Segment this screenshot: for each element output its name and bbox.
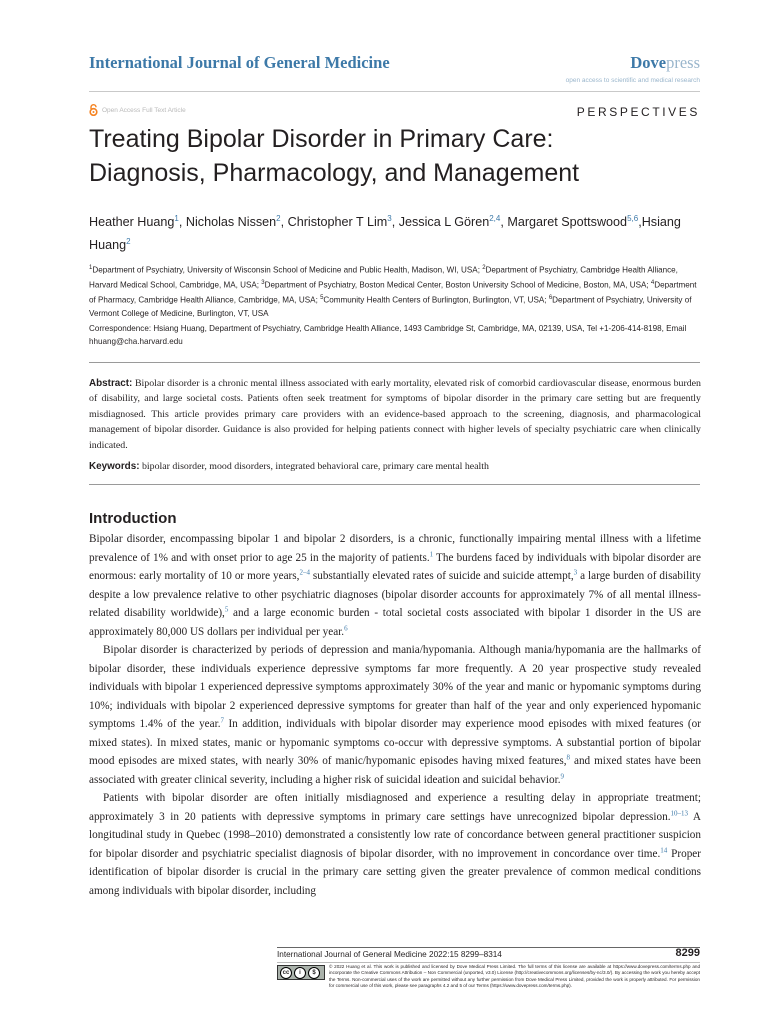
affiliation-number: 1 [89,265,93,271]
license-text: © 2022 Huang et al. This work is published and licensed by Dove Medical Press Limited. The full terms of this license are available at https://www.dovepress.com/terms.php and incorporate the Creative Commons Attribution – Non Commercial (unported, v3.0) License (http://creativecommons.org/licenses/by-nc/3.0/). By accessing the work you hereby accept the Terms. Non-commercial uses of the work are permitted without any further permission from Dove Medical Press Limited, provided the work is properly attributed. For permission for commercial use of this work, please see paragraphs 4.2 and 5 of our Terms (https://www.dovepress.com/terms.php). [329,964,700,988]
journal-name[interactable]: International Journal of General Medicine [89,53,390,72]
abstract-label: Abstract: [89,378,133,389]
affiliation-number: 4 [650,280,655,287]
body-paragraph [89,641,701,789]
paragraph-text: Proper identification of bipolar disorder is crucial in the primary care setting given the greater prevalence of common medical conditions among individuals with bipolar disorder, including [89,847,701,897]
citation-link[interactable]: 1 [429,549,434,558]
author-separator: , [280,215,288,230]
author-separator: , [500,215,508,230]
paragraph-text: In addition, individuals with bipolar disorder may experience mood episodes with mixed features (or mixed states). In mixed states, manic or hypomanic symptoms co-occur with depressive symptoms. A substantial portion of bipolar mood episodes are mixed states, with nearly 30% of manic/hypomanic episodes having mixed features, [89,718,701,767]
publisher-tagline: open access to scientific and medical research [565,77,700,84]
author-name: Heather Huang [89,215,175,230]
section-heading: Introduction [89,510,177,527]
publisher-logo[interactable] [630,53,700,73]
affiliation-text: Community Health Centers of Burlington, Burlington, VT, USA; [323,296,549,306]
paragraph-text: A longitudinal study in Quebec (1998–2010) demonstrated a consistently low rate of concordance between general practitioner suspicion for bipolar disorder and psychiatric specialist diagnosis of bipolar disorder, with no improvement in concordance over time. [89,810,701,860]
article-type: PERSPECTIVES [576,105,700,119]
citation-link[interactable]: 14 [660,845,668,854]
affiliation-number: 2 [482,265,486,271]
footer-divider-secondary [277,962,700,963]
author-separator: , [391,215,399,230]
citation-link[interactable]: 2–4 [299,568,310,577]
citation-link[interactable]: 3 [573,568,578,577]
publisher-logo-dove: Dove [630,53,667,72]
keywords-label: Keywords: [89,461,140,472]
article-title-line-1: Treating Bipolar Disorder in Primary Care: [89,125,554,153]
affiliation-number: 3 [261,280,265,287]
author-affiliation-ref[interactable]: 5,6 [627,214,639,223]
affiliation-text: Department of Psychiatry, Cambridge Health Alliance, Harvard Medical School, Cambridge, MA, USA; [89,265,678,290]
paragraph-text: The burdens faced by individuals with bipolar disorder are enormous: early mortality of 10 or more years, [89,551,701,582]
header-divider [89,91,700,92]
author-list [89,209,709,255]
author-name: Margaret Spottswood [507,215,628,230]
paragraph-text: Bipolar disorder, encompassing bipolar 1 and bipolar 2 disorders, is a chronic, functionally impairing mental illness with a lifetime prevalence of 1% and with onset prior to age 25 in the majority of patients. [89,533,701,564]
affiliation-number: 6 [548,295,553,302]
open-access-label: Open Access Full Text Article [102,106,186,114]
author-separator: , [638,215,642,230]
citation-link[interactable]: 6 [344,623,348,632]
paragraph-text: substantially elevated rates of suicide and suicide attempt, [309,570,574,582]
author-name: Christopher T Lim [287,215,388,230]
body-text [89,530,701,900]
author-name: Jessica L Gören [398,215,490,230]
affiliation-text: Department of Pharmacy, Cambridge Health Alliance, Cambridge, MA, USA; [89,280,697,306]
affiliation-number: 5 [320,295,324,302]
creative-commons-badge[interactable] [277,965,325,980]
affiliation-text: Department of Psychiatry, Boston Medical Center, Boston University School of Medicine, Boston, MA, USA; [264,280,651,290]
author-affiliation-ref[interactable]: 3 [387,214,392,223]
article-title [89,122,709,190]
cc-icon: cc [280,967,292,979]
abstract [89,376,701,453]
affiliation-text: Department of Psychiatry, University of Wisconsin School of Medicine and Public Health, Madison, WI, USA; [92,265,483,275]
open-access-badge [89,104,186,116]
author-affiliation-ref[interactable]: 2 [276,214,281,223]
by-icon: i [294,967,306,979]
paragraph-text: a large burden of disability despite a low prevalence relative to other psychiatric diagnoses (bipolar disorder accounts for approximately 7% of all mental illness-related disability worldwide), [89,570,702,619]
citation-link[interactable]: 9 [560,771,564,780]
citation-link[interactable]: 7 [220,716,224,725]
article-title-line-2: Diagnosis, Pharmacology, and Management [89,159,580,187]
author-name: Hsiang Huang [89,215,681,253]
footer-divider [277,947,700,948]
footer-citation: International Journal of General Medicine 2022:15 8299–8314 [277,950,502,959]
author-affiliation-ref[interactable]: 2,4 [489,214,501,223]
paragraph-text: and a large economic burden - total societal costs associated with bipolar 1 disorder in the US are approximately 80,000 US dollars per individual per year. [89,607,701,638]
citation-link[interactable]: 10–13 [670,808,688,817]
paragraph-text: and mixed states have been associated with greater clinical severity, including a higher risk of suicidal ideation and suicidal behavior. [89,755,701,786]
affiliation-text: Department of Psychiatry, University of Vermont College of Medicine, Burlington, VT, USA [89,296,692,318]
author-separator: , [178,215,186,230]
citation-link[interactable]: 5 [224,605,229,614]
open-access-lock-icon [89,104,98,116]
keywords-text: bipolar disorder, mood disorders, integrated behavioral care, primary care mental health [139,461,489,472]
body-paragraph [89,530,701,641]
affiliations [89,262,703,320]
abstract-divider-top [89,362,700,363]
abstract-text: Bipolar disorder is a chronic mental illness associated with early mortality, elevated risk of comorbid cardiovascular disease, enormous burden of disability, and large societal costs. Patients often seek treatment for symptoms of bipolar disorder in the primary care setting but are frequently misdiagnosed. This article provides primary care providers with an evidence-based approach to the screening, diagnosis, and pharmacological management of bipolar disorder. Guidance is also provided for helping patients connect with higher levels of specialty psychiatric care when clinically indicated. [89,378,701,451]
citation-link[interactable]: 8 [566,753,571,762]
page-number: 8299 [675,947,700,959]
keywords [89,459,701,474]
author-name: Nicholas Nissen [185,215,277,230]
abstract-divider-bottom [89,484,700,485]
author-affiliation-ref[interactable]: 1 [174,214,179,223]
paragraph-text: Bipolar disorder is characterized by periods of depression and mania/hypomania. Although mania/hypomania are the hallmarks of bipolar disorder, these individuals experience depressive symptoms far more frequently. A 20 year prospective study revealed individuals with bipolar 1 experienced depressive symptoms approximately 30% of the year and manic or hypomanic symptoms during 10%; individuals with bipolar 2 experienced depressive symptoms for greater than half of the year and only experienced hypomanic symptoms 1.4% of the year. [89,644,701,730]
author-affiliation-ref[interactable]: 2 [126,237,131,247]
publisher-logo-press: press [666,53,700,72]
paragraph-text: Patients with bipolar disorder are often initially misdiagnosed and experience a resulting delay in appropriate treatment; approximately 3 in 20 patients with depressive symptoms in primary care settings have unrecognized bipolar depression. [89,792,701,823]
correspondence: Correspondence: Hsiang Huang, Department of Psychiatry, Cambridge Health Alliance, 1493 Cambridge St, Cambridge, MA, 02139, USA, Tel +1-206-414-8198, Email hhuang@cha.harvard.edu [89,324,687,346]
body-paragraph [89,789,701,900]
nc-icon: $ [308,967,320,979]
